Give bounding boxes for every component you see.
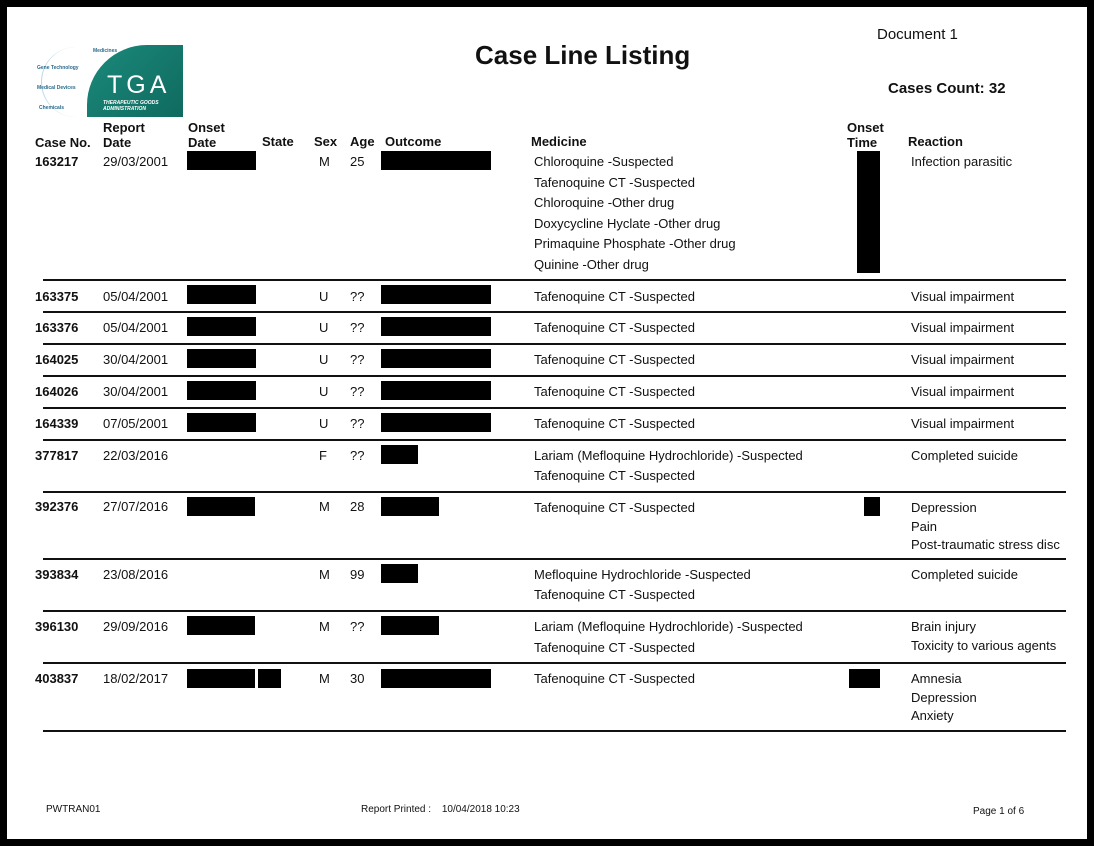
document-page xyxy=(7,7,1087,839)
redaction-block xyxy=(857,151,880,273)
cases-count-value: 32 xyxy=(988,80,1006,97)
reaction: Amnesia xyxy=(911,671,962,686)
medicine: Tafenoquine CT -Suspected xyxy=(534,384,695,399)
report-printed-label: Report Printed : xyxy=(361,804,432,815)
logo-category: Chemicals xyxy=(39,105,65,111)
reaction: Visual impairment xyxy=(911,416,1015,431)
redaction-block xyxy=(381,317,491,336)
reaction: Visual impairment xyxy=(911,289,1015,304)
case-number: 164025 xyxy=(35,352,79,367)
age: ?? xyxy=(350,384,365,399)
sex: U xyxy=(319,289,329,304)
age: ?? xyxy=(350,320,365,335)
col-case-no: Case No. xyxy=(35,135,91,150)
redaction-block xyxy=(187,497,255,516)
redaction-block xyxy=(381,285,491,304)
medicine: Tafenoquine CT -Suspected xyxy=(534,289,695,304)
sex: U xyxy=(319,352,329,367)
reaction: Completed suicide xyxy=(911,567,1018,582)
medicine: Tafenoquine CT -Suspected xyxy=(534,320,695,335)
redaction-block xyxy=(187,669,255,688)
row-divider xyxy=(43,730,1066,732)
report-date: 30/04/2001 xyxy=(103,352,169,367)
medicine: Tafenoquine CT -Suspected xyxy=(534,175,695,190)
reaction: Depression xyxy=(911,500,977,515)
case-number: 164026 xyxy=(35,384,79,399)
report-printed xyxy=(361,804,520,815)
medicine: Lariam (Mefloquine Hydrochloride) -Suspected xyxy=(534,448,803,463)
logo-category: Gene Technology xyxy=(37,65,79,71)
age: ?? xyxy=(350,416,365,431)
medicine: Tafenoquine CT -Suspected xyxy=(534,468,695,483)
case-number: 392376 xyxy=(35,499,79,514)
reaction: Toxicity to various agents xyxy=(911,638,1057,653)
age: 25 xyxy=(350,154,365,169)
reaction: Infection parasitic xyxy=(911,154,1013,169)
case-number: 164339 xyxy=(35,416,79,431)
col-outcome: Outcome xyxy=(385,134,442,149)
report-date: 05/04/2001 xyxy=(103,289,169,304)
row-divider xyxy=(43,491,1066,493)
sex: M xyxy=(319,154,330,169)
redaction-block xyxy=(381,151,491,170)
redaction-block xyxy=(187,413,256,432)
medicine: Tafenoquine CT -Suspected xyxy=(534,500,695,515)
logo-category: Medicines xyxy=(93,48,118,54)
logo-text: TGA xyxy=(107,71,171,99)
row-divider xyxy=(43,407,1066,409)
case-number: 163375 xyxy=(35,289,79,304)
document-label: Document 1 xyxy=(877,26,958,43)
row-divider xyxy=(43,558,1066,560)
age: ?? xyxy=(350,352,365,367)
medicine: Quinine -Other drug xyxy=(534,257,649,272)
col-onset-date-line2: Date xyxy=(188,135,217,150)
redaction-block xyxy=(187,616,255,635)
tga-logo xyxy=(37,45,185,117)
reaction: Brain injury xyxy=(911,619,977,634)
sex: M xyxy=(319,619,330,634)
col-age: Age xyxy=(350,134,375,149)
page-title: Case Line Listing xyxy=(475,40,691,70)
report-date: 18/02/2017 xyxy=(103,671,169,686)
redaction-block xyxy=(187,349,256,368)
row-divider xyxy=(43,610,1066,612)
redaction-block xyxy=(187,151,256,170)
medicine: Tafenoquine CT -Suspected xyxy=(534,671,695,686)
redaction-block xyxy=(187,381,256,400)
redaction-block xyxy=(381,497,439,516)
redaction-block xyxy=(258,669,281,688)
reaction: Visual impairment xyxy=(911,384,1015,399)
sex: U xyxy=(319,320,329,335)
reaction: Post-traumatic stress disc xyxy=(911,537,1060,552)
case-number: 396130 xyxy=(35,619,79,634)
page-number: Page 1 of 6 xyxy=(973,806,1025,817)
sex: U xyxy=(319,384,329,399)
reaction: Visual impairment xyxy=(911,352,1015,367)
row-divider xyxy=(43,343,1066,345)
row-divider xyxy=(43,375,1066,377)
redaction-block xyxy=(187,285,256,304)
col-medicine: Medicine xyxy=(531,134,587,149)
col-reaction: Reaction xyxy=(908,134,963,149)
reaction: Anxiety xyxy=(911,708,954,723)
redaction-block xyxy=(864,497,880,516)
sex: U xyxy=(319,416,329,431)
col-onset-date-line1: Onset xyxy=(188,120,225,135)
redaction-block xyxy=(381,616,439,635)
medicine: Primaquine Phosphate -Other drug xyxy=(534,236,736,251)
col-onset-time-line2: Time xyxy=(847,135,878,150)
col-onset-time-line1: Onset xyxy=(847,120,884,135)
case-number: 163376 xyxy=(35,320,79,335)
age: ?? xyxy=(350,619,365,634)
case-number: 393834 xyxy=(35,567,79,582)
row-divider xyxy=(43,279,1066,281)
cases-count-label: Cases Count: xyxy=(888,80,985,97)
reaction: Visual impairment xyxy=(911,320,1015,335)
redaction-block xyxy=(381,349,491,368)
age: 28 xyxy=(350,499,365,514)
logo-category: Medical Devices xyxy=(37,85,76,91)
row-divider xyxy=(43,439,1066,441)
report-date: 29/03/2001 xyxy=(103,154,169,169)
col-onset-date xyxy=(188,120,225,150)
row-divider xyxy=(43,311,1066,313)
redaction-block xyxy=(381,445,418,464)
reaction: Completed suicide xyxy=(911,448,1018,463)
col-report-date-line1: Report xyxy=(103,120,145,135)
medicine: Doxycycline Hyclate -Other drug xyxy=(534,216,721,231)
cases-count xyxy=(888,80,1006,97)
redaction-block xyxy=(381,381,491,400)
reaction: Pain xyxy=(911,519,938,534)
row-divider xyxy=(43,662,1066,664)
age: 99 xyxy=(350,567,365,582)
report-printed-value: 10/04/2018 10:23 xyxy=(441,804,520,815)
report-date: 27/07/2016 xyxy=(103,499,169,514)
medicine: Lariam (Mefloquine Hydrochloride) -Suspected xyxy=(534,619,803,634)
col-report-date-line2: Date xyxy=(103,135,132,150)
medicine: Tafenoquine CT -Suspected xyxy=(534,640,695,655)
report-id: PWTRAN01 xyxy=(46,804,101,815)
medicine: Tafenoquine CT -Suspected xyxy=(534,416,695,431)
medicine: Tafenoquine CT -Suspected xyxy=(534,352,695,367)
case-number: 163217 xyxy=(35,154,79,169)
redaction-block xyxy=(187,317,256,336)
redaction-block xyxy=(381,413,491,432)
report-date: 30/04/2001 xyxy=(103,384,169,399)
sex: M xyxy=(319,499,330,514)
medicine: Chloroquine -Other drug xyxy=(534,195,675,210)
sex: F xyxy=(319,448,327,463)
case-number: 403837 xyxy=(35,671,79,686)
age: 30 xyxy=(350,671,365,686)
sex: M xyxy=(319,567,330,582)
reaction: Depression xyxy=(911,690,977,705)
redaction-block xyxy=(381,564,418,583)
logo-subtitle: THERAPEUTIC GOODS ADMINISTRATION xyxy=(103,100,159,112)
sex: M xyxy=(319,671,330,686)
report-date: 07/05/2001 xyxy=(103,416,169,431)
age: ?? xyxy=(350,448,365,463)
col-onset-time xyxy=(847,120,884,150)
report-date: 23/08/2016 xyxy=(103,567,169,582)
medicine: Mefloquine Hydrochloride -Suspected xyxy=(534,567,751,582)
report-date: 22/03/2016 xyxy=(103,448,169,463)
redaction-block xyxy=(849,669,880,688)
age: ?? xyxy=(350,289,365,304)
report-date: 29/09/2016 xyxy=(103,619,169,634)
case-number: 377817 xyxy=(35,448,79,463)
redaction-block xyxy=(381,669,491,688)
col-state: State xyxy=(262,134,294,149)
medicine: Chloroquine -Suspected xyxy=(534,154,674,169)
medicine: Tafenoquine CT -Suspected xyxy=(534,587,695,602)
report-date: 05/04/2001 xyxy=(103,320,169,335)
col-sex: Sex xyxy=(314,134,338,149)
col-report-date xyxy=(103,120,145,150)
